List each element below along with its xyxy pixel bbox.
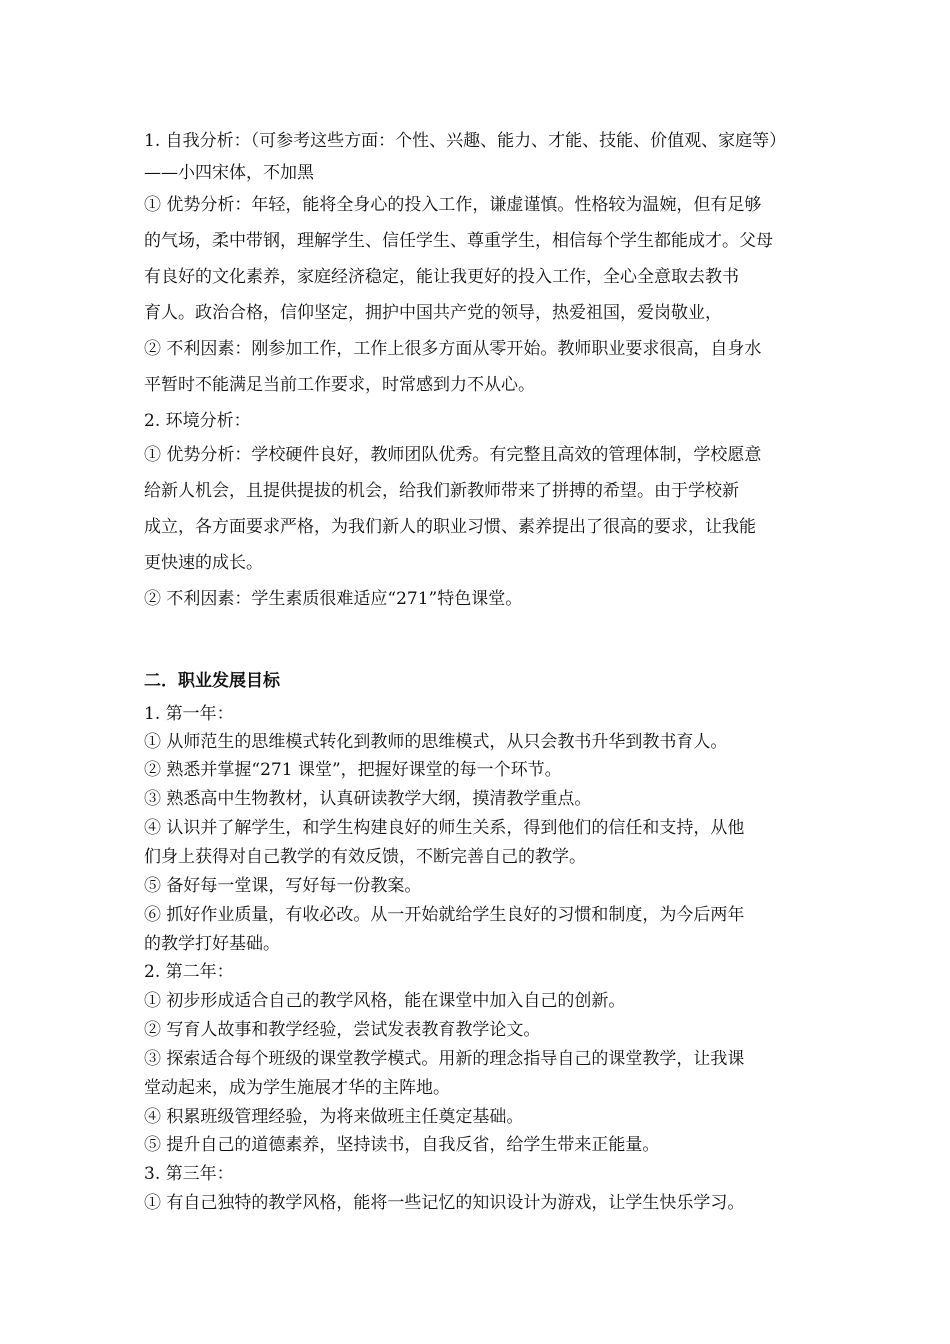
goal-line: ① 有自己独特的教学风格，能将一些记忆的知识设计为游戏，让学生快乐学习。 [144, 1193, 745, 1213]
goal-line: ① 从师范生的思维模式转化到教师的思维模式，从只会教书升华到教书育人。 [144, 732, 728, 752]
goal-line: 堂动起来，成为学生施展才华的主阵地。 [144, 1078, 450, 1098]
env-advantage-line: 成立，各方面要求严格，为我们新人的职业习惯、素养提出了很高的要求，让我能 [144, 517, 756, 537]
disadvantage-line: ② 不利因素：刚参加工作，工作上很多方面从零开始。教师职业要求很高，自身水 [144, 339, 762, 359]
advantage-line: 有良好的文化素养，家庭经济稳定，能让我更好的投入工作，全心全意取去教书 [144, 267, 739, 287]
goal-line: ③ 探索适合每个班级的课堂教学模式。用新的理念指导自己的课堂教学，让我课 [144, 1049, 745, 1069]
goal-line: ② 熟悉并掌握“271 课堂”，把握好课堂的每一个环节。 [144, 760, 562, 780]
goal-year2-title: 2. 第二年： [144, 962, 234, 982]
goal-line: ④ 认识并了解学生，和学生构建良好的师生关系，得到他们的信任和支持，从他 [144, 818, 745, 838]
environment-title: 2. 环境分析： [144, 411, 251, 431]
goal-line: ③ 熟悉高中生物教材，认真研读教学大纲，摸清教学重点。 [144, 789, 592, 809]
font-note: ——小四宋体，不加黑 [144, 163, 314, 183]
goal-line: ⑤ 提升自己的道德素养，坚持读书，自我反省，给学生带来正能量。 [144, 1135, 660, 1155]
self-analysis-title: 1. 自我分析：（可参考这些方面：个性、兴趣、能力、才能、技能、价值观、家庭等） [144, 131, 787, 151]
advantage-line: ① 优势分析：年轻，能将全身心的投入工作，谦虚谨慎。性格较为温婉，但有足够 [144, 195, 762, 215]
goal-line: ① 初步形成适合自己的教学风格，能在课堂中加入自己的创新。 [144, 991, 626, 1011]
goal-line: ④ 积累班级管理经验，为将来做班主任奠定基础。 [144, 1107, 524, 1127]
goal-year3-title: 3. 第三年： [144, 1164, 234, 1184]
advantage-line: 的气场，柔中带钢，理解学生、信任学生、尊重学生，相信每个学生都能成才。父母 [144, 231, 773, 251]
goal-line: ⑥ 抓好作业质量，有收必改。从一开始就给学生良好的习惯和制度，为今后两年 [144, 905, 745, 925]
goal-line: ⑤ 备好每一堂课，写好每一份教案。 [144, 876, 422, 896]
goal-line: 的教学打好基础。 [144, 934, 280, 954]
goal-line: ② 写育人故事和教学经验，尝试发表教育教学论文。 [144, 1020, 541, 1040]
disadvantage-line: 平暂时不能满足当前工作要求，时常感到力不从心。 [144, 375, 535, 395]
env-disadvantage-line: ② 不利因素：学生素质很难适应“271”特色课堂。 [144, 589, 523, 609]
env-advantage-line: 更快速的成长。 [144, 553, 263, 573]
env-advantage-line: 给新人机会，且提供提拔的机会，给我们新教师带来了拼搏的希望。由于学校新 [144, 481, 739, 501]
goal-year1-title: 1. 第一年： [144, 704, 234, 724]
goal-line: 们身上获得对自己教学的有效反馈，不断完善自己的教学。 [144, 847, 586, 867]
section-heading: 二．职业发展目标 [144, 671, 280, 691]
env-advantage-line: ① 优势分析：学校硬件良好，教师团队优秀。有完整且高效的管理体制，学校愿意 [144, 445, 762, 465]
advantage-line: 育人。政治合格，信仰坚定，拥护中国共产党的领导，热爱祖国，爱岗敬业， [144, 303, 722, 323]
